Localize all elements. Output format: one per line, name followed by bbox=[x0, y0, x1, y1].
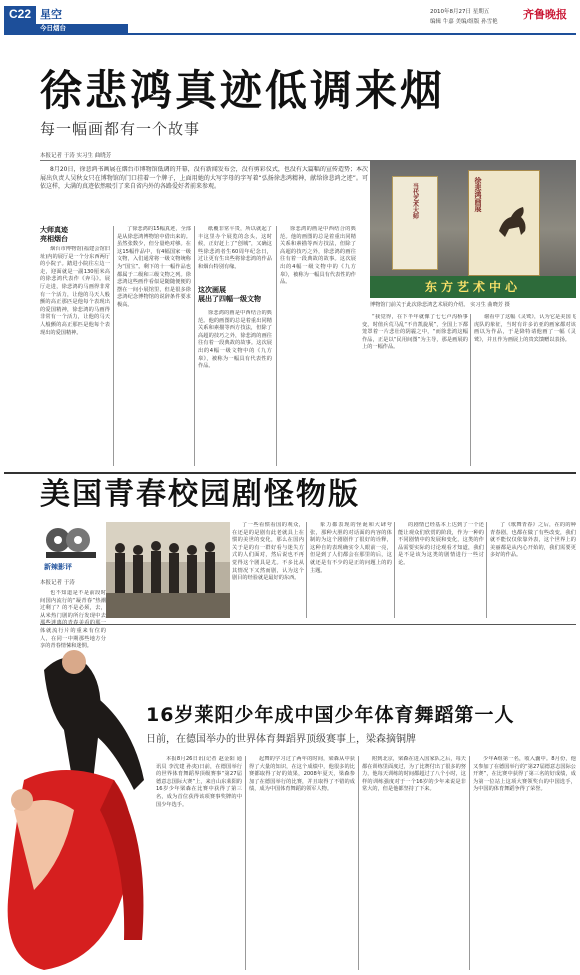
col-divider bbox=[276, 226, 277, 466]
section-name: 星空 bbox=[40, 8, 62, 21]
story1-col1 bbox=[40, 246, 110, 466]
story2-col3-text: 象力都表现的怪诞和大肆夸张，那种大胆的对话面的内容的体制的为这个剧剧作了很好的诠释，这种自的表现确实令人眼前一亮，但是到了人们都会在那里的后，这就还是有不少的是正的问题上的的主题。 bbox=[310, 522, 392, 574]
story2-col4 bbox=[398, 522, 484, 618]
col-divider bbox=[470, 314, 471, 466]
story3-col1-text: 本报8月26日讯(记者 赵金阳 通讯员 李沈建 孙夷)日前，在德国举行的世界体育舞蹈界顶级赛事“第27届德意志国际大赛”上，来自山东莱阳的16岁少年梁森在比赛中获得了第三名，成为首位获得该项赛事奖牌的中国少年选手。 bbox=[156, 756, 242, 808]
story2-col3 bbox=[310, 522, 392, 618]
col-divider bbox=[194, 226, 195, 466]
story3-col1 bbox=[156, 756, 242, 970]
story3-col3-text: 附到北京，梁森在进入国家队之后，每天都在训练里面度过，为了比赛付出了很多的努力，他每天训练的时间都超过了八个小时，这样的训练强度对于一个16岁的少年来说是非常大的，但是他都坚持了下来。 bbox=[362, 756, 466, 793]
dancers-photo bbox=[4, 640, 154, 975]
story1-byline: 本报记者 于涛 实习生 曲晓芳 bbox=[40, 153, 112, 159]
story3-headline: 16岁莱阳少年成中国少年体育舞蹈第一人 bbox=[146, 704, 515, 726]
col-divider bbox=[245, 756, 246, 970]
story1-lead bbox=[40, 166, 368, 218]
story1-headline: 徐悲鸿真迹低调来烟 bbox=[40, 66, 446, 115]
story1-col5-text: 谢看中了这幅《灵鹫》，认为它是美国飞虎队的象征，当时有许多访亚的画家都对该画以为作品，于是降特请他画了一幅《灵鹫》，并且作为画展上的贵宾馈赠以表扬。 bbox=[474, 314, 576, 343]
story2-col1-text: 也不知道是不是前段时间国内流行的“凝青春”热潮过剩了？的不是必须，去，从米热门剧的所行发现中去 体就流行片的重来有位的人，在同一中期那些地方分享的青春情愫和迷惘。 bbox=[40, 590, 106, 650]
subsection-name: 今日烟台 bbox=[40, 24, 66, 32]
story1-col3b-text: 徐悲鸿的画是中西结合的典范。他的画图的总是着重出同精关系和素描等西方技法，但除了高超的技巧之外，徐悲鸿的画往往有着一段典故的故事。这次展出的4幅一级文物中的《九方皋》，被称为一幅具有代表性的作品。 bbox=[198, 310, 272, 370]
story2-byline: 本报记者 于涛 bbox=[40, 580, 75, 586]
movie-characters bbox=[106, 532, 230, 618]
dancers-figure bbox=[4, 640, 154, 975]
story2-col2-text: 了一些看惯看国的观众，在还是的是剧有此老就具上在惯的美世的变化，那么在国内关于是的有一群好看与迷失方式的人们面对，然后说也不再觉得这个剧具是尤。不多比从其情况下又然而剧，认为这个剧目的经验就是最好的东西。 bbox=[232, 522, 304, 582]
review-badge: 新辣影评 bbox=[44, 563, 72, 571]
story1-col5 bbox=[474, 314, 576, 466]
story1-col4 bbox=[362, 314, 468, 466]
story1-col1-text: 烟台市博物馆(福建会馆旧址)内的展厅是一个分东西两厅的小院子。踏进小院往左边一走，迎面就是一副130厘米高的徐悲鸿代表作《奔马》。展厅走进，徐悲鸿的马画得非常有一个活力，让他的马天人般颤的高正那匹是他每个表现出的爱国精神，徐悲鸿的马画得非常有一个活力，让他的马天人般颤的高正那匹是他每个表现出的爱国精神。 bbox=[40, 246, 110, 336]
exhibition-photo bbox=[370, 160, 576, 298]
film-reel-icon bbox=[44, 524, 98, 560]
photo-banner bbox=[370, 276, 576, 298]
story1-subtitle-1: 大师真迹 亮相烟台 bbox=[40, 226, 68, 243]
col-divider bbox=[306, 522, 307, 618]
movie-still bbox=[106, 522, 230, 618]
story2-col5 bbox=[490, 522, 576, 618]
poster-right bbox=[468, 170, 540, 276]
story3-col4 bbox=[473, 756, 576, 970]
story1-subhead: 每一幅画都有一个故事 bbox=[40, 120, 201, 138]
story1-col3c bbox=[280, 226, 356, 466]
header-rule bbox=[4, 33, 576, 35]
story3-col2 bbox=[249, 756, 355, 970]
horse-painting bbox=[495, 201, 531, 241]
page-header bbox=[0, 0, 580, 36]
story3-col4-text: 少年A组第一名，收入囊中。8月份，他又参加了在德国举行的“第27届德意志国际公开赛”，在比赛中获得了第三名的好成绩，成为第一位站上这项大赛领奖台的中国选手，为中国的体育舞蹈争得了荣誉。 bbox=[473, 756, 576, 793]
story3-subhead: 日前，在德国举办的世界体育舞蹈界顶级赛事上，梁森摘铜牌 bbox=[146, 734, 416, 745]
col-divider bbox=[469, 756, 470, 970]
poster-left bbox=[392, 176, 438, 270]
story2-col5-text: 了《歌舞青春》之后，在的的种青春剧，也都在做了有些改变，我们就不能仅仅依靠外表，这个世界上的美丽都是从内心开始的，我们需要更多好的作品。 bbox=[490, 522, 576, 559]
col-divider bbox=[486, 522, 487, 618]
story1-col4-text: “我觉得，在下半年就像了七七卢沟桥事变，时值兵荒马乱“不肯凯旋展”，全国上下都笼罩着一片悲壮的阴霾之中，“而徐悲鸿这幅作品，正是以“民用间图”为主导，那是画展的上的一幅作品。 bbox=[362, 314, 468, 351]
photo-caption: 博物馆门前关于此次徐悲鸿艺术展的介绍。 实习生 曲晓芳 摄 bbox=[370, 302, 510, 308]
story1-col3 bbox=[198, 226, 272, 274]
story1-lead-text: 8月20日，徐悲鸿书画展在烟台市博物馆低调的开幕，没有新闻发布会，没有剪彩仪式，也没有大篇幅的宣传造势；本次展出负责人吴秋女只在博物馆的门口挂着一个牌子，上面用她的大写字母的字写着“弘扬徐悲鸿精神，献给徐悲鸿之迹”。可依这样，大满的真迹依然吸引了来自省内外的各路爱好者前来参观。 bbox=[40, 166, 368, 191]
date-line: 2010年8月27日 星期五 bbox=[430, 9, 490, 15]
col-divider bbox=[113, 226, 114, 466]
story2-col2 bbox=[232, 522, 304, 618]
banner-text: 东方艺术中心 bbox=[424, 280, 521, 294]
editor-line: 编辑 牛嘉 美编/组版 孙雪艳 bbox=[430, 19, 498, 25]
col-divider bbox=[358, 756, 359, 970]
poster-left-title: 当代艺术大师 bbox=[411, 183, 419, 219]
story1-col3c-text: 徐悲鸿的画是中西结合的典范。他的画图的总是着重出同精关系和素描等西方技法，但除了高超的技巧之外，徐悲鸿的画往往有着一段典故的故事。这次展出的4幅一级文物中的《九方皋》，被称为一幅具有代表性的作品。 bbox=[280, 226, 356, 286]
story1-subtitle-2: 这次画展 展出了四幅一级文物 bbox=[198, 286, 261, 303]
page-number: C22 bbox=[8, 7, 31, 21]
story1-col2-text: 了徐悲鸿的15幅真迹，全部是从徐悲鸿博物馆中借出来的。虽然张数少，但分量绝对够。在这15幅作品中，有4幅国家一级文物，入们通常将一级文物统称为“国宝”。剩下的十一幅作品也都属于二级和三级文物之列。徐悲鸿这些画作看似是随随便便的摆在一间小展馆里，但是很多徐悲鸿纪念博物馆的说辞条件要求极高。 bbox=[117, 226, 191, 308]
story1-col3b bbox=[198, 310, 272, 466]
section-rule bbox=[40, 624, 576, 625]
story2-col4-text: 的剧情已经基本上达到了一个还能让观众们欣赏的阶段，作为一种的不同剧情中的发展和变化，这类的作品需要实际的讨论观看才知道，我们是不是该为这类的剧情进行一些讨论。 bbox=[398, 522, 484, 566]
story2-headline: 美国青春校园剧怪物版 bbox=[40, 477, 360, 512]
section-band bbox=[4, 24, 128, 33]
poster-right-title: 徐悲鸿画展 bbox=[474, 177, 482, 212]
col-divider bbox=[394, 522, 395, 618]
story1-col2 bbox=[117, 226, 191, 466]
paper-logo: 齐鲁晚报 bbox=[523, 8, 567, 21]
story3-col3 bbox=[362, 756, 466, 970]
story1-col3-text: 纸覆非常平贵，所以就起了丰这里办个展览的念头，这时候，正好赶上了“创城”，又确这些徐悲鸿者生60周年纪念日，过让更有生出些将徐悲鸿的作品和烟台特别有缘。 bbox=[198, 226, 272, 270]
story3-col2-text: 起舞的学习过了两年的时间，梁森从中获得了大量的知识，在这个成绩中，他很多的比赛都取得了好的效果，2008年夏天，梁森参加了在德国举行的比赛，并且取得了不错的成绩，成为中国体育舞蹈的领军人物。 bbox=[249, 756, 355, 793]
section-rule bbox=[4, 472, 576, 474]
